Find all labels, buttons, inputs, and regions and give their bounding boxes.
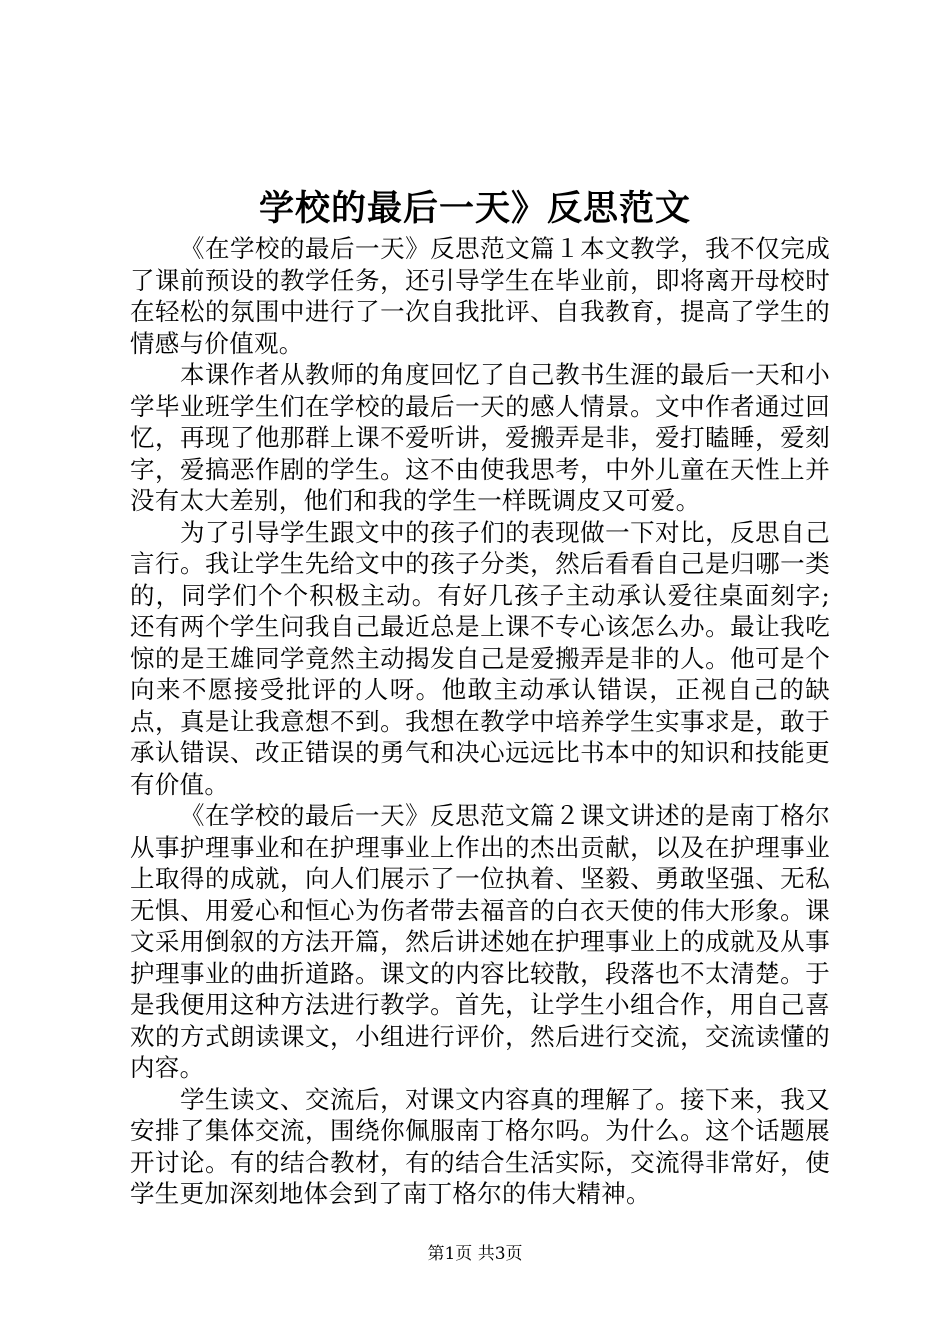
paragraph: 《在学校的最后一天》反思范文篇２课文讲述的是南丁格尔从事护理事业和在护理事业上作出的杰出贡献，以及在护理事业上取得的成就，向人们展示了一位执着、坚毅、勇敢坚强、无私无惧、用爱心和恒心为伤者带去福音的白衣天使的伟大形象。课文采用倒叙的方法开篇，然后讲述她在护理事业上的成就及从事护理事业的曲折道路。课文的内容比较散，段落也不太清楚。于是我便用这种方法进行教学。首先，让学生小组合作，用自己喜欢的方式朗读课文，小组进行评价，然后进行交流，交流读懂的内容。 <box>130 801 830 1082</box>
document-title: 学校的最后一天》反思范文 <box>258 188 691 229</box>
paragraph: 本课作者从教师的角度回忆了自己教书生涯的最后一天和小学毕业班学生们在学校的最后一天的感人情景。文中作者通过回忆，再现了他那群上课不爱听讲，爱搬弄是非，爱打瞌睡，爱刻字，爱搞恶作剧的学生。这不由使我思考，中外儿童在天性上并没有太大差别，他们和我的学生一样既调皮又可爱。 <box>130 360 830 515</box>
document-body <box>130 233 830 1210</box>
page-footer: 第1页 共3页 <box>427 1244 523 1264</box>
paragraph: 为了引导学生跟文中的孩子们的表现做一下对比，反思自己言行。我让学生先给文中的孩子分类，然后看看自己是归哪一类的，同学们个个积极主动。有好几孩子主动承认爱往桌面刻字;还有两个学生问我自己最近总是上课不专心该怎么办。最让我吃惊的是王雄同学竟然主动揭发自己是爱搬弄是非的人。他可是个向来不愿接受批评的人呀。他敢主动承认错误，正视自己的缺点，真是让我意想不到。我想在教学中培养学生实事求是，敢于承认错误、改正错误的勇气和决心远远比书本中的知识和技能更有价值。 <box>130 517 830 799</box>
paragraph: 《在学校的最后一天》反思范文篇１本文教学，我不仅完成了课前预设的教学任务，还引导学生在毕业前，即将离开母校时在轻松的氛围中进行了一次自我批评、自我教育，提高了学生的情感与价值观。 <box>130 234 830 358</box>
paragraph: 学生读文、交流后，对课文内容真的理解了。接下来，我又安排了集体交流，围绕你佩服南丁格尔吗。为什么。这个话题展开讨论。有的结合教材，有的结合生活实际，交流得非常好，使学生更加深刻地体会到了南丁格尔的伟大精神。 <box>130 1084 830 1208</box>
